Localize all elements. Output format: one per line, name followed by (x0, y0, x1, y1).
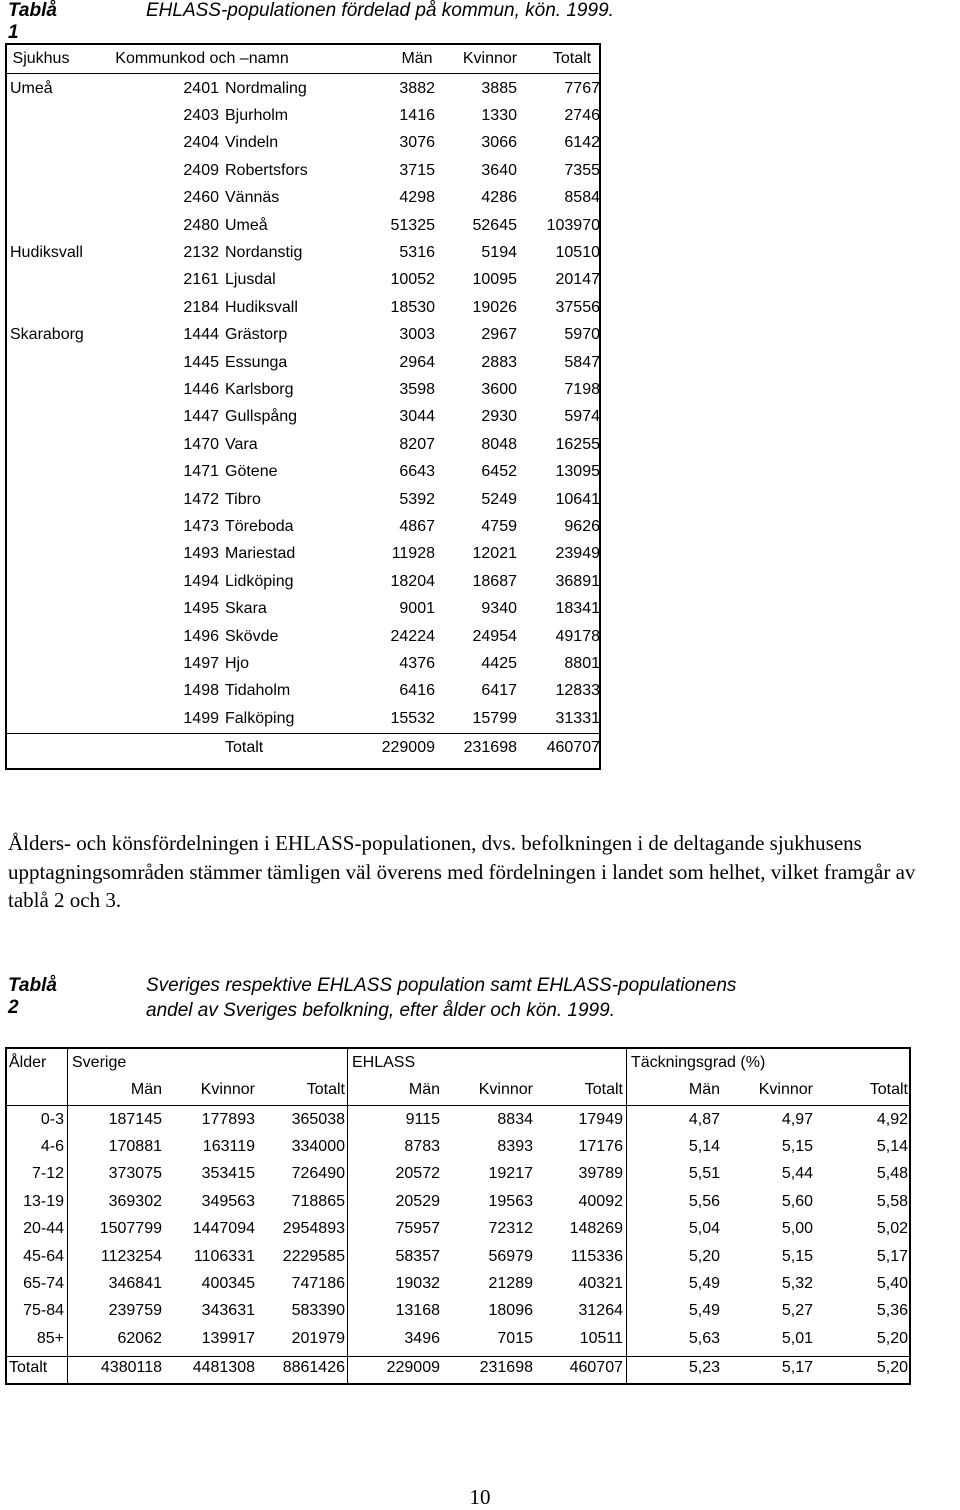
value-cell: 4481308 (192, 1359, 255, 1377)
age-group-cell: 13-19 (23, 1192, 64, 1210)
totalt-cell: 7198 (564, 380, 600, 398)
kommunnamn-cell: Umeå (225, 216, 268, 234)
table-row (7, 595, 599, 622)
value-cell: 177893 (201, 1110, 255, 1128)
kommunkod-cell: 2132 (183, 243, 219, 261)
kommunnamn-cell: Falköping (225, 709, 295, 727)
kvinnor-cell: 3640 (481, 161, 517, 179)
value-cell: 13168 (395, 1302, 440, 1320)
value-cell: 7015 (497, 1329, 533, 1347)
table2-sub-header: Män (688, 1081, 720, 1098)
kvinnor-cell: 15799 (472, 709, 517, 727)
value-cell: 747186 (291, 1274, 345, 1292)
value-cell: 343631 (201, 1302, 255, 1320)
value-cell: 3496 (404, 1329, 440, 1347)
value-cell: 5,49 (688, 1274, 720, 1292)
table-row (7, 184, 599, 211)
value-cell: 4,97 (781, 1110, 813, 1128)
kommunkod-cell: 1494 (183, 572, 219, 590)
value-cell: 583390 (291, 1302, 345, 1320)
table-row (7, 486, 599, 513)
totalt-cell: 13095 (555, 463, 600, 481)
man-cell: 51325 (390, 216, 435, 234)
table-row (7, 677, 599, 704)
kommunkod-cell: 1470 (183, 435, 219, 453)
table1-total-row (7, 734, 599, 761)
table-row (7, 349, 599, 376)
kommunkod-cell: 2403 (183, 106, 219, 124)
value-cell: 349563 (201, 1192, 255, 1210)
man-cell: 11928 (391, 545, 435, 563)
kommunkod-cell: 2480 (183, 216, 219, 234)
man-cell: 3715 (399, 161, 435, 179)
value-cell: 19563 (488, 1192, 533, 1210)
value-cell: 170881 (108, 1137, 162, 1155)
kommunkod-cell: 1446 (183, 380, 219, 398)
kvinnor-cell: 6452 (481, 463, 517, 481)
man-cell: 4867 (399, 517, 435, 535)
table1-col-sjukhus: Sjukhus (12, 50, 70, 67)
kommunkod-cell: 1493 (183, 545, 219, 563)
value-cell: 365038 (291, 1110, 345, 1128)
value-cell: 201979 (291, 1329, 345, 1347)
age-group-cell: 85+ (36, 1329, 64, 1347)
kvinnor-cell: 4425 (481, 654, 517, 672)
sjukhus-cell: Hudiksvall (10, 243, 83, 261)
table2-group-tackningsgrad: Täckningsgrad (%) (631, 1054, 766, 1071)
table1-col-totalt: Totalt (552, 50, 592, 67)
value-cell: 5,32 (781, 1274, 813, 1292)
table2-caption-line2: andel av Sveriges befolkning, efter ålder och kön. 1999. (146, 1000, 615, 1021)
table-row (7, 540, 599, 567)
value-cell: 346841 (108, 1274, 162, 1292)
value-cell: 369302 (108, 1192, 162, 1210)
value-cell: 229009 (386, 1359, 440, 1377)
body-paragraph: Ålders- och könsfördelningen i EHLASS-populationen, dvs. befolkningen i de deltagande sjukhusens upptagningsområden stämmer tämligen väl överens med fördelningen i landet som helhet, vilket framgår av tablå 2 och 3. (8, 831, 916, 912)
table2 (5, 1047, 911, 1385)
totalt-cell: 2746 (564, 106, 600, 124)
kommunkod-cell: 1473 (183, 517, 219, 535)
value-cell: 72312 (488, 1220, 533, 1238)
total-kvinnor: 231698 (463, 739, 517, 757)
table-row (7, 1270, 909, 1297)
man-cell: 18204 (390, 572, 435, 590)
table-row (7, 1188, 909, 1215)
value-cell: 148269 (569, 1220, 623, 1238)
value-cell: 5,36 (876, 1302, 908, 1320)
kvinnor-cell: 4759 (481, 517, 517, 535)
value-cell: 1123254 (100, 1247, 162, 1265)
kommunkod-cell: 1499 (183, 709, 219, 727)
table2-sub-header: Kvinnor (200, 1081, 255, 1098)
kommunkod-cell: 1497 (183, 654, 219, 672)
kommunnamn-cell: Vindeln (225, 134, 279, 152)
table-row (7, 1133, 909, 1160)
table-row (7, 212, 599, 239)
value-cell: 187145 (108, 1110, 162, 1128)
man-cell: 3076 (399, 134, 435, 152)
value-cell: 460707 (569, 1359, 623, 1377)
totalt-cell: 8801 (564, 654, 600, 672)
table-row (7, 239, 599, 266)
kvinnor-cell: 12021 (472, 545, 517, 563)
table-row (7, 513, 599, 540)
table1 (5, 43, 601, 770)
value-cell: 239759 (108, 1302, 162, 1320)
value-cell: 2229585 (282, 1247, 345, 1265)
table-row (7, 705, 599, 732)
value-cell: 5,40 (876, 1274, 908, 1292)
value-cell: 5,60 (781, 1192, 813, 1210)
totalt-cell: 49178 (555, 627, 600, 645)
table2-col-alder: Ålder (9, 1054, 47, 1071)
table1-header-row (7, 45, 599, 72)
man-cell: 3882 (399, 79, 435, 97)
table2-group-header-row (7, 1049, 909, 1076)
kvinnor-cell: 2930 (481, 408, 517, 426)
kvinnor-cell: 2967 (481, 326, 517, 344)
age-group-cell: 4-6 (40, 1137, 64, 1155)
kommunnamn-cell: Götene (225, 463, 278, 481)
totalt-cell: 7767 (564, 79, 600, 97)
man-cell: 18530 (390, 298, 435, 316)
value-cell: 2954893 (282, 1220, 345, 1238)
value-cell: 5,17 (876, 1247, 908, 1265)
kommunnamn-cell: Gullspång (225, 408, 298, 426)
value-cell: 353415 (201, 1165, 255, 1183)
value-cell: 8393 (497, 1137, 533, 1155)
age-group-cell: 20-44 (23, 1220, 64, 1238)
man-cell: 2964 (399, 353, 435, 371)
man-cell: 6643 (399, 463, 435, 481)
kommunnamn-cell: Mariestad (225, 545, 296, 563)
age-group-cell: 65-74 (23, 1274, 64, 1292)
table-row (7, 129, 599, 156)
kommunnamn-cell: Skövde (225, 627, 279, 645)
table-row (7, 403, 599, 430)
value-cell: 400345 (201, 1274, 255, 1292)
kommunnamn-cell: Grästorp (225, 326, 288, 344)
kommunkod-cell: 2161 (183, 271, 219, 289)
man-cell: 4376 (399, 654, 435, 672)
value-cell: 31264 (578, 1302, 623, 1320)
kommunnamn-cell: Tidaholm (225, 682, 291, 700)
value-cell: 5,56 (688, 1192, 720, 1210)
totalt-cell: 23949 (555, 545, 600, 563)
table-row (7, 321, 599, 348)
totalt-cell: 5970 (564, 326, 600, 344)
kvinnor-cell: 5249 (481, 490, 517, 508)
table2-sub-header: Totalt (584, 1081, 623, 1098)
value-cell: 1106331 (193, 1247, 255, 1265)
value-cell: 62062 (117, 1329, 162, 1347)
totalt-cell: 5974 (564, 408, 600, 426)
kvinnor-cell: 24954 (472, 627, 517, 645)
value-cell: 40092 (578, 1192, 623, 1210)
kommunkod-cell: 2184 (183, 298, 219, 316)
man-cell: 4298 (399, 189, 435, 207)
man-cell: 1416 (399, 106, 435, 124)
value-cell: 231698 (479, 1359, 533, 1377)
kommunnamn-cell: Lidköping (225, 572, 294, 590)
kommunkod-cell: 2401 (183, 79, 219, 97)
kommunnamn-cell: Essunga (225, 353, 288, 371)
man-cell: 6416 (399, 682, 435, 700)
kommunnamn-cell: Karlsborg (225, 380, 294, 398)
age-group-cell: 75-84 (23, 1302, 64, 1320)
table-row (7, 1106, 909, 1133)
value-cell: 39789 (578, 1165, 623, 1183)
value-cell: 5,48 (876, 1165, 908, 1183)
kommunkod-cell: 1444 (183, 326, 219, 344)
totalt-cell: 9626 (564, 517, 600, 535)
table2-total-row (7, 1354, 909, 1381)
kvinnor-cell: 8048 (481, 435, 517, 453)
value-cell: 5,23 (688, 1359, 720, 1377)
value-cell: 5,04 (688, 1220, 720, 1238)
totalt-cell: 20147 (555, 271, 600, 289)
table2-group-sverige: Sverige (72, 1054, 127, 1071)
table-row (7, 102, 599, 129)
table-row (7, 75, 599, 102)
age-group-cell: Totalt (9, 1359, 48, 1377)
kvinnor-cell: 19026 (472, 298, 517, 316)
kommunnamn-cell: Töreboda (225, 517, 294, 535)
value-cell: 8861426 (282, 1359, 345, 1377)
value-cell: 163119 (202, 1137, 255, 1155)
kommunkod-cell: 2409 (183, 161, 219, 179)
kommunnamn-cell: Nordmaling (225, 79, 307, 97)
man-cell: 24224 (390, 627, 435, 645)
value-cell: 726490 (291, 1165, 345, 1183)
age-group-cell: 0-3 (40, 1110, 64, 1128)
table1-col-kommun: Kommunkod och –namn (115, 50, 289, 67)
value-cell: 4380118 (100, 1359, 162, 1377)
totalt-cell: 12833 (555, 682, 600, 700)
kommunkod-cell: 2404 (183, 134, 219, 152)
kommunnamn-cell: Bjurholm (225, 106, 289, 124)
value-cell: 20572 (395, 1165, 440, 1183)
value-cell: 5,02 (876, 1220, 908, 1238)
kvinnor-cell: 4286 (481, 189, 517, 207)
value-cell: 5,15 (781, 1137, 813, 1155)
value-cell: 5,27 (781, 1302, 813, 1320)
table2-label: Tablå 2 (8, 975, 57, 1018)
value-cell: 1447094 (192, 1220, 255, 1238)
kommunnamn-cell: Skara (225, 600, 267, 618)
table-row (7, 623, 599, 650)
table-row (7, 431, 599, 458)
value-cell: 19217 (488, 1165, 533, 1183)
totalt-cell: 5847 (564, 353, 600, 371)
man-cell: 5316 (399, 243, 435, 261)
value-cell: 5,01 (781, 1329, 813, 1347)
sjukhus-cell: Skaraborg (10, 326, 84, 344)
value-cell: 5,20 (876, 1329, 908, 1347)
total-man: 229009 (381, 739, 435, 757)
man-cell: 3044 (399, 408, 435, 426)
totalt-cell: 37556 (555, 298, 600, 316)
value-cell: 8834 (497, 1110, 533, 1128)
value-cell: 718865 (291, 1192, 345, 1210)
kvinnor-cell: 9340 (481, 600, 517, 618)
kommunnamn-cell: Hjo (225, 654, 250, 672)
kvinnor-cell: 5194 (481, 243, 517, 261)
table-row (7, 1160, 909, 1187)
kvinnor-cell: 6417 (481, 682, 517, 700)
table-row (7, 1325, 909, 1352)
table-row (7, 157, 599, 184)
value-cell: 5,00 (781, 1220, 813, 1238)
man-cell: 15532 (390, 709, 435, 727)
totalt-cell: 36891 (555, 572, 600, 590)
value-cell: 21289 (488, 1274, 533, 1292)
value-cell: 5,15 (781, 1247, 813, 1265)
man-cell: 3003 (399, 326, 435, 344)
table2-caption-line1: Sveriges respektive EHLASS population samt EHLASS-populationens (146, 975, 737, 996)
kommunnamn-cell: Robertsfors (225, 161, 308, 179)
value-cell: 139917 (201, 1329, 255, 1347)
man-cell: 10052 (390, 271, 435, 289)
value-cell: 75957 (395, 1220, 440, 1238)
kommunnamn-cell: Vara (225, 435, 258, 453)
totalt-cell: 16255 (555, 435, 600, 453)
kommunkod-cell: 2460 (183, 189, 219, 207)
table1-label: Tablå 1 (8, 0, 57, 43)
table2-sub-header: Män (130, 1081, 162, 1098)
table1-col-man: Män (401, 50, 433, 67)
value-cell: 8783 (404, 1137, 440, 1155)
table-row (7, 650, 599, 677)
man-cell: 5392 (399, 490, 435, 508)
kommunkod-cell: 1447 (183, 408, 219, 426)
totalt-cell: 7355 (564, 161, 600, 179)
value-cell: 5,20 (688, 1247, 720, 1265)
kommunnamn-cell: Tibro (225, 490, 261, 508)
value-cell: 17176 (578, 1137, 623, 1155)
value-cell: 19032 (395, 1274, 440, 1292)
value-cell: 5,51 (688, 1165, 720, 1183)
kommunnamn-cell: Nordanstig (225, 243, 303, 261)
table2-sub-header-row (7, 1076, 909, 1103)
age-group-cell: 45-64 (23, 1247, 64, 1265)
table-row (7, 266, 599, 293)
age-group-cell: 7-12 (31, 1165, 64, 1183)
table1-col-kvinnor: Kvinnor (462, 50, 518, 67)
value-cell: 5,14 (876, 1137, 908, 1155)
value-cell: 10511 (579, 1329, 623, 1347)
value-cell: 40321 (578, 1274, 623, 1292)
kvinnor-cell: 52645 (472, 216, 517, 234)
kommunkod-cell: 1498 (183, 682, 219, 700)
kommunkod-cell: 1496 (183, 627, 219, 645)
value-cell: 5,58 (876, 1192, 908, 1210)
value-cell: 1507799 (99, 1220, 162, 1238)
value-cell: 17949 (578, 1110, 623, 1128)
value-cell: 4,92 (876, 1110, 908, 1128)
value-cell: 5,49 (688, 1302, 720, 1320)
table1-caption: EHLASS-populationen fördelad på kommun, kön. 1999. (146, 0, 614, 21)
man-cell: 3598 (399, 380, 435, 398)
table-row (7, 568, 599, 595)
kommunnamn-cell: Ljusdal (225, 271, 276, 289)
value-cell: 5,14 (688, 1137, 720, 1155)
man-cell: 9001 (399, 600, 435, 618)
value-cell: 5,63 (688, 1329, 720, 1347)
value-cell: 58357 (395, 1247, 440, 1265)
table2-sub-header: Kvinnor (758, 1081, 813, 1098)
value-cell: 5,44 (781, 1165, 813, 1183)
kvinnor-cell: 3600 (481, 380, 517, 398)
totalt-cell: 10641 (555, 490, 600, 508)
totalt-cell: 6142 (564, 134, 600, 152)
kommunkod-cell: 1472 (183, 490, 219, 508)
kvinnor-cell: 3885 (481, 79, 517, 97)
kommunkod-cell: 1471 (183, 463, 219, 481)
kvinnor-cell: 3066 (481, 134, 517, 152)
kvinnor-cell: 2883 (481, 353, 517, 371)
table-row (7, 1215, 909, 1242)
table-row (7, 1297, 909, 1324)
table2-sub-header: Totalt (869, 1081, 908, 1098)
value-cell: 20529 (395, 1192, 440, 1210)
value-cell: 334000 (291, 1137, 345, 1155)
totalt-cell: 31331 (555, 709, 600, 727)
value-cell: 5,17 (781, 1359, 813, 1377)
value-cell: 373075 (108, 1165, 162, 1183)
value-cell: 115336 (570, 1247, 623, 1265)
kvinnor-cell: 1330 (481, 106, 517, 124)
totalt-cell: 103970 (546, 216, 600, 234)
sjukhus-cell: Umeå (10, 79, 53, 97)
kvinnor-cell: 10095 (472, 271, 517, 289)
value-cell: 56979 (488, 1247, 533, 1265)
value-cell: 18096 (488, 1302, 533, 1320)
totalt-cell: 18341 (555, 600, 600, 618)
table-row (7, 376, 599, 403)
table2-sub-header: Kvinnor (478, 1081, 533, 1098)
kommunnamn-cell: Hudiksvall (225, 298, 298, 316)
kommunnamn-cell: Vännäs (225, 189, 280, 207)
table2-group-ehlass: EHLASS (352, 1054, 416, 1071)
total-totalt: 460707 (546, 739, 600, 757)
table-row (7, 458, 599, 485)
table2-sub-header: Totalt (306, 1081, 345, 1098)
table-row (7, 1243, 909, 1270)
table2-sub-header: Män (408, 1081, 440, 1098)
man-cell: 8207 (399, 435, 435, 453)
kvinnor-cell: 18687 (472, 572, 517, 590)
value-cell: 9115 (405, 1110, 440, 1128)
kommunkod-cell: 1495 (183, 600, 219, 618)
table-row (7, 294, 599, 321)
value-cell: 4,87 (688, 1110, 720, 1128)
totalt-cell: 8584 (564, 189, 600, 207)
totalt-cell: 10510 (555, 243, 600, 261)
page-number: 10 (469, 1485, 491, 1509)
total-label: Totalt (225, 739, 264, 757)
kommunkod-cell: 1445 (183, 353, 219, 371)
value-cell: 5,20 (876, 1359, 908, 1377)
